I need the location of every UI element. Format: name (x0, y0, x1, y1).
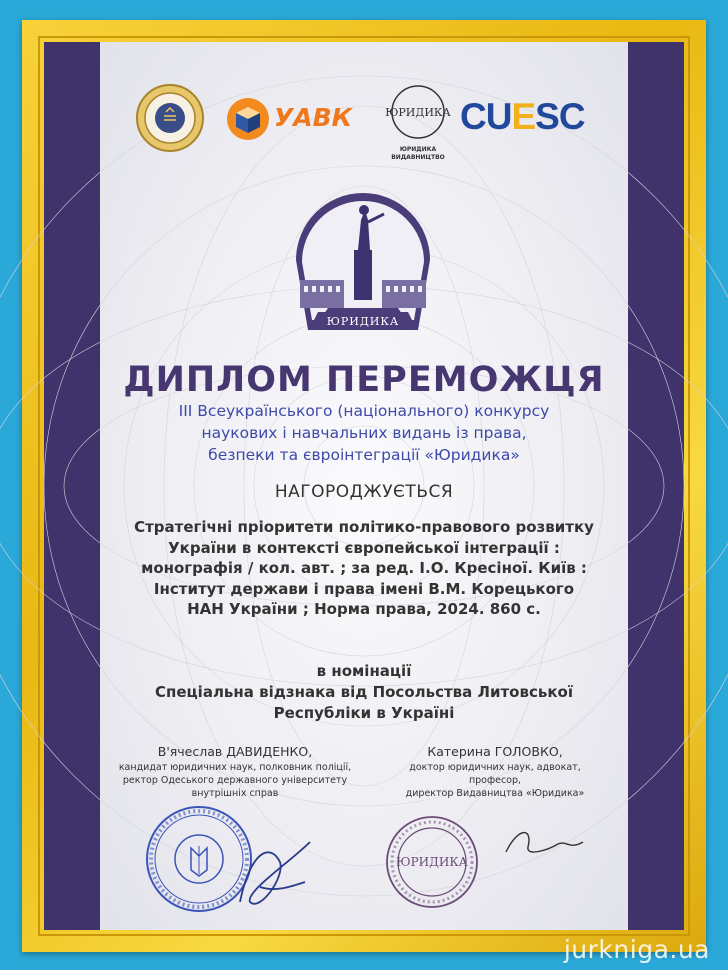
diploma-title: ДИПЛОМ ПЕРЕМОЖЦЯ (123, 360, 605, 400)
yurydyka-contest-emblem (288, 180, 438, 340)
work-line: України в контексті європейської інтеграції : (168, 538, 560, 557)
signatory-right (370, 744, 620, 800)
contest-name (100, 400, 628, 466)
nomination-line: Спеціальна відзнака від Посольства Литовської (155, 683, 573, 701)
emblem-ribbon-text: ЮРИДИКА (326, 315, 400, 328)
left-signature (220, 832, 320, 922)
publisher-stamp (384, 814, 480, 910)
uavk-text: УАВК (274, 103, 353, 132)
site-watermark: jurkniga.ua (563, 935, 710, 964)
work-line: монографія / кол. авт. ; за ред. І.О. Кресіної. Київ : (141, 559, 587, 577)
cuesc-logo-sc: SC (535, 96, 585, 137)
publisher-stamp-text: ЮРИДИКА (396, 855, 468, 869)
contest-line: наукових і навчальних видань із права, (201, 424, 527, 442)
uavk-cube-icon (226, 97, 270, 141)
awarded-work (100, 517, 628, 620)
awarded-heading: НАГОРОДЖУЄТЬСЯ (274, 482, 454, 502)
university-seal-logo (134, 82, 206, 154)
contest-line: III Всеукраїнського (національного) конкурсу (178, 402, 550, 420)
contest-line: безпеки та євроінтеграції «Юридика» (208, 446, 520, 464)
cuesc-logo (460, 96, 585, 138)
yurydyka-sub-text: ЮРИДИКА ВИДАВНИЦТВО (391, 146, 445, 161)
signatory-right-cred: доктор юридичних наук, адвокат, (409, 762, 581, 773)
signatory-left-cred: внутрішніх справ (191, 788, 279, 799)
signatory-left (110, 744, 360, 800)
yurydyka-circle-icon (385, 82, 451, 142)
signatory-right-name: Катерина ГОЛОВКО, (427, 744, 563, 759)
signatory-left-name: В'ячеслав ДАВИДЕНКО, (157, 744, 313, 759)
signatory-left-cred: кандидат юридичних наук, полковник поліції, (118, 762, 352, 773)
uavk-logo (226, 97, 353, 145)
diploma-paper (100, 42, 628, 930)
signatory-right-cred: професор, (468, 775, 522, 786)
work-line: НАН України ; Норма права, 2024. 860 с. (187, 600, 541, 618)
cuesc-logo-cu: CU (460, 96, 512, 137)
nomination-label: в номінації (316, 662, 412, 680)
signatory-left-cred: ректор Одеського державного університету (122, 775, 348, 786)
cuesc-logo-e: E (511, 96, 536, 137)
yurydyka-publisher-logo (386, 82, 450, 162)
nomination-line: Республіки в Україні (273, 703, 455, 722)
work-line: Стратегічні пріоритети політико-правового розвитку (134, 518, 594, 536)
signatory-right-cred: директор Видавництва «Юридика» (405, 788, 585, 799)
work-line: Інститут держави і права імені В.М. Корецького (153, 579, 575, 598)
right-signature (498, 822, 588, 872)
yurydyka-logo-text: ЮРИДИКА (385, 106, 451, 119)
nomination-text (100, 682, 628, 723)
